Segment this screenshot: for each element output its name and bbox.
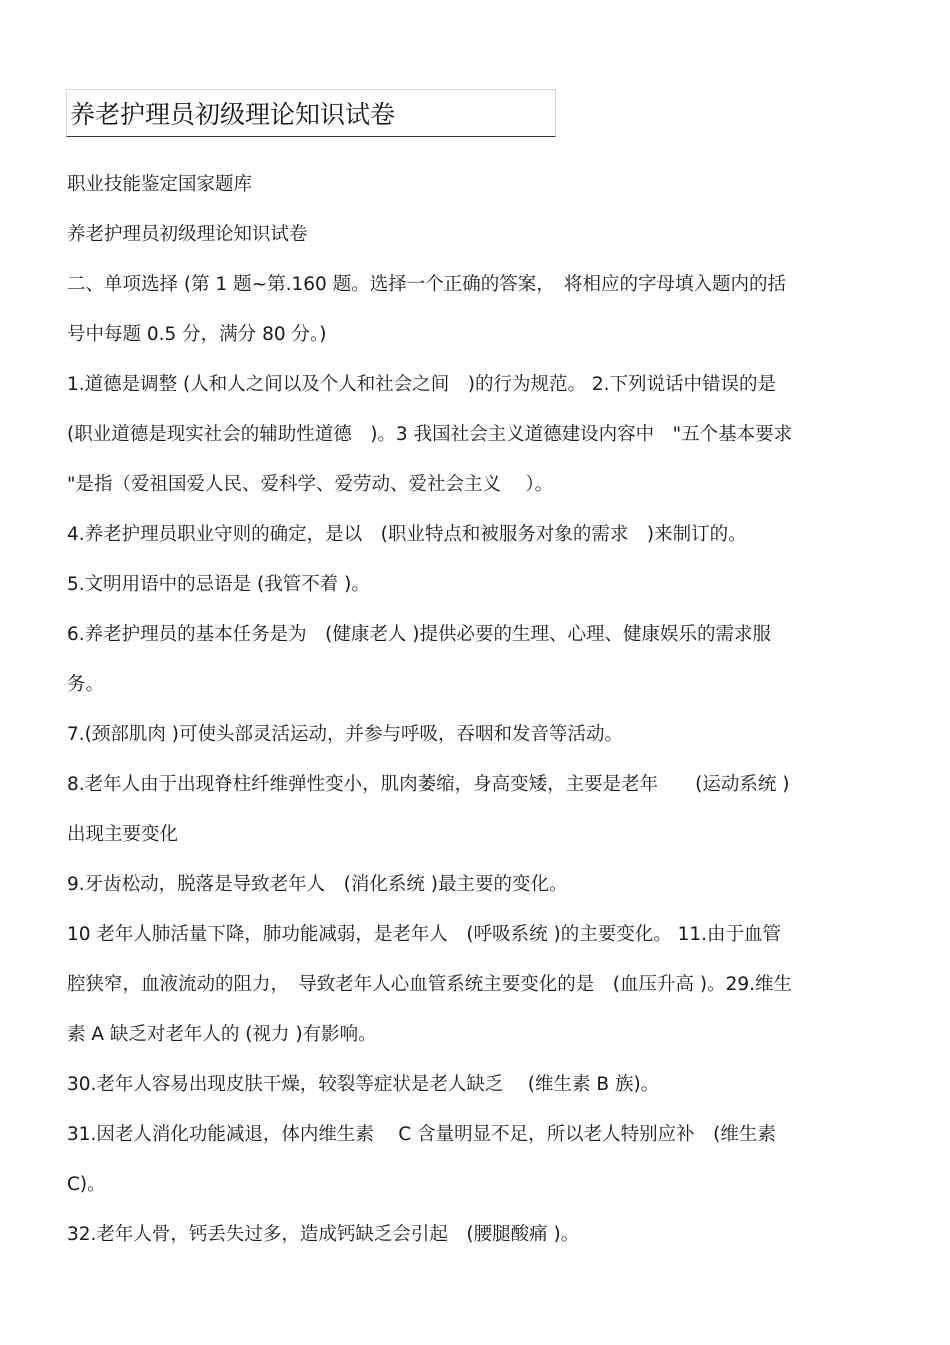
text-line: 号中每题 0.5 分，满分 80 分。) [67,324,327,345]
text-line: (职业道德是现实社会的辅助性道德 )。3 我国社会主义道德建设内容中 "五个基本要求 [67,424,793,445]
document-title: 养老护理员初级理论知识试卷 [70,100,396,129]
document-body [67,160,887,1260]
text-line: 10 老年人肺活量下降，肺功能减弱，是老年人 (呼吸系统 )的主要变化。 11.由于血管 [67,924,782,945]
text-line: 职业技能鉴定国家题库 [67,174,253,195]
text-line: 二、单项选择 (第 1 题~第.160 题。选择一个正确的答案， 将相应的字母填入题内的括 [67,274,786,295]
text-line: 5.文明用语中的忌语是 (我管不着 )。 [67,574,370,595]
text-line: "是指（爱祖国爱人民、爱科学、爱劳动、爱社会主义 ）。 [67,474,554,495]
text-line: 30.老年人容易出现皮肤干燥，较裂等症状是老人缺乏 (维生素 B 族)。 [67,1074,660,1095]
title-box [66,89,556,137]
text-line: 7.(颈部肌肉 )可使头部灵活运动，并参与呼吸，吞咽和发音等活动。 [67,724,623,745]
text-line: 养老护理员初级理论知识试卷 [67,224,308,245]
text-line: C)。 [67,1174,106,1195]
text-line: 31.因老人消化功能减退，体内维生素 C 含量明显不足，所以老人特别应补 (维生素 [67,1124,776,1145]
text-line: 6.养老护理员的基本任务是为 (健康老人 )提供必要的生理、心理、健康娱乐的需求服 [67,624,771,645]
text-line: 1.道德是调整 (人和人之间以及个人和社会之间 )的行为规范。 2.下列说话中错误的是 [67,374,777,395]
text-line: 32.老年人骨，钙丢失过多，造成钙缺乏会引起 (腰腿酸痛 )。 [67,1224,580,1245]
text-line: 素 A 缺乏对老年人的 (视力 )有影响。 [67,1024,377,1045]
text-line: 4.养老护理员职业守则的确定，是以 (职业特点和被服务对象的需求 )来制订的。 [67,524,747,545]
text-line: 腔狭窄，血液流动的阻力， 导致老年人心血管系统主要变化的是 (血压升高 )。29.维生 [67,974,792,995]
text-line: 9.牙齿松动，脱落是导致老年人 (消化系统 )最主要的变化。 [67,874,568,895]
text-line: 务。 [67,674,105,695]
text-line: 出现主要变化 [67,824,179,845]
text-line: 8.老年人由于出现脊柱纤维弹性变小，肌肉萎缩，身高变矮，主要是老年 (运动系统 ) [67,774,790,795]
